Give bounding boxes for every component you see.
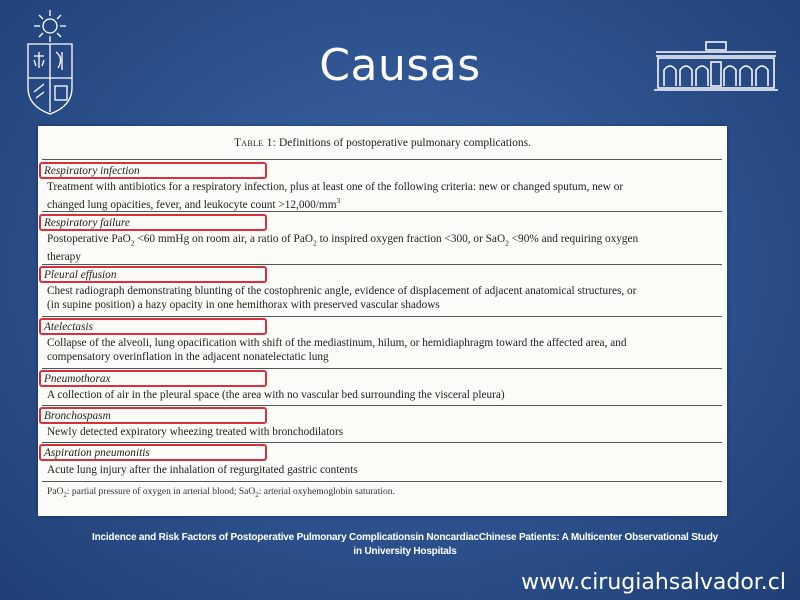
row-title: Respiratory failure (44, 217, 130, 229)
row-description: Postoperative PaO$_2$ <60 mmHg on room air, a ratio of PaO$_2$ to inspired oxygen fraction <300, or SaO$_2$ <90% and requiring oxygen therapy (47, 233, 639, 264)
row-divider (42, 368, 722, 369)
row-description: Newly detected expiratory wheezing treated with bronchodilators (47, 426, 344, 438)
row-title: Bronchospasm (44, 410, 111, 422)
row-description: A collection of air in the pleural space (the area with no vascular bed surrounding the visceral pleura) (47, 389, 505, 401)
row-title: Respiratory infection (44, 165, 140, 177)
source-citation: Incidence and Risk Factors of Postoperative Pulmonary Complicationsin NoncardiacChinese Patients: A Multicenter Observational Study in University Hospitals (92, 532, 718, 557)
row-title: Pneumothorax (44, 373, 111, 385)
row-description: Collapse of the alveoli, lung opacification with shift of the mediastinum, hilum, or hemidiaphragm toward the affected area, and compensatory overinflation in the adjacent nonatelectatic lung (47, 337, 627, 363)
row-description: Chest radiograph demonstrating blunting of the costophrenic angle, evidence of displacement of adjacent anatomical structures, or (in supine position) a hazy opacity in one hemithorax with preserved vascular shadows (47, 285, 637, 311)
website-url: www.cirugiahsalvador.cl (521, 570, 786, 595)
table-caption (38, 137, 727, 149)
row-divider (42, 316, 722, 317)
row-title: Pleural effusion (44, 269, 117, 281)
row-description: Treatment with antibiotics for a respiratory infection, plus at least one of the following criteria: new or changed sputum, new or changed lung opacities, fever, and leukocyte count $>12,000/mm^3$ (47, 181, 624, 211)
row-divider (42, 264, 722, 265)
table-caption-text: Definitions of postoperative pulmonary complications. (279, 137, 531, 149)
row-description: Acute lung injury after the inhalation of regurgitated gastric contents (47, 464, 358, 476)
row-divider (42, 211, 722, 212)
row-title: Aspiration pneumonitis (44, 447, 150, 459)
row-divider (42, 405, 722, 406)
table-footnote: PaO$_2$: partial pressure of oxygen in arterial blood; SaO$_2$: arterial oxyhemoglobin saturation. (47, 487, 395, 499)
table-image-panel (38, 126, 727, 516)
table-top-rule (42, 159, 722, 160)
row-divider (42, 442, 722, 443)
slide-title: Causas (319, 40, 481, 91)
table-bottom-rule (42, 481, 722, 482)
table-caption-label: Table 1: (233, 137, 277, 149)
row-title: Atelectasis (44, 321, 93, 333)
